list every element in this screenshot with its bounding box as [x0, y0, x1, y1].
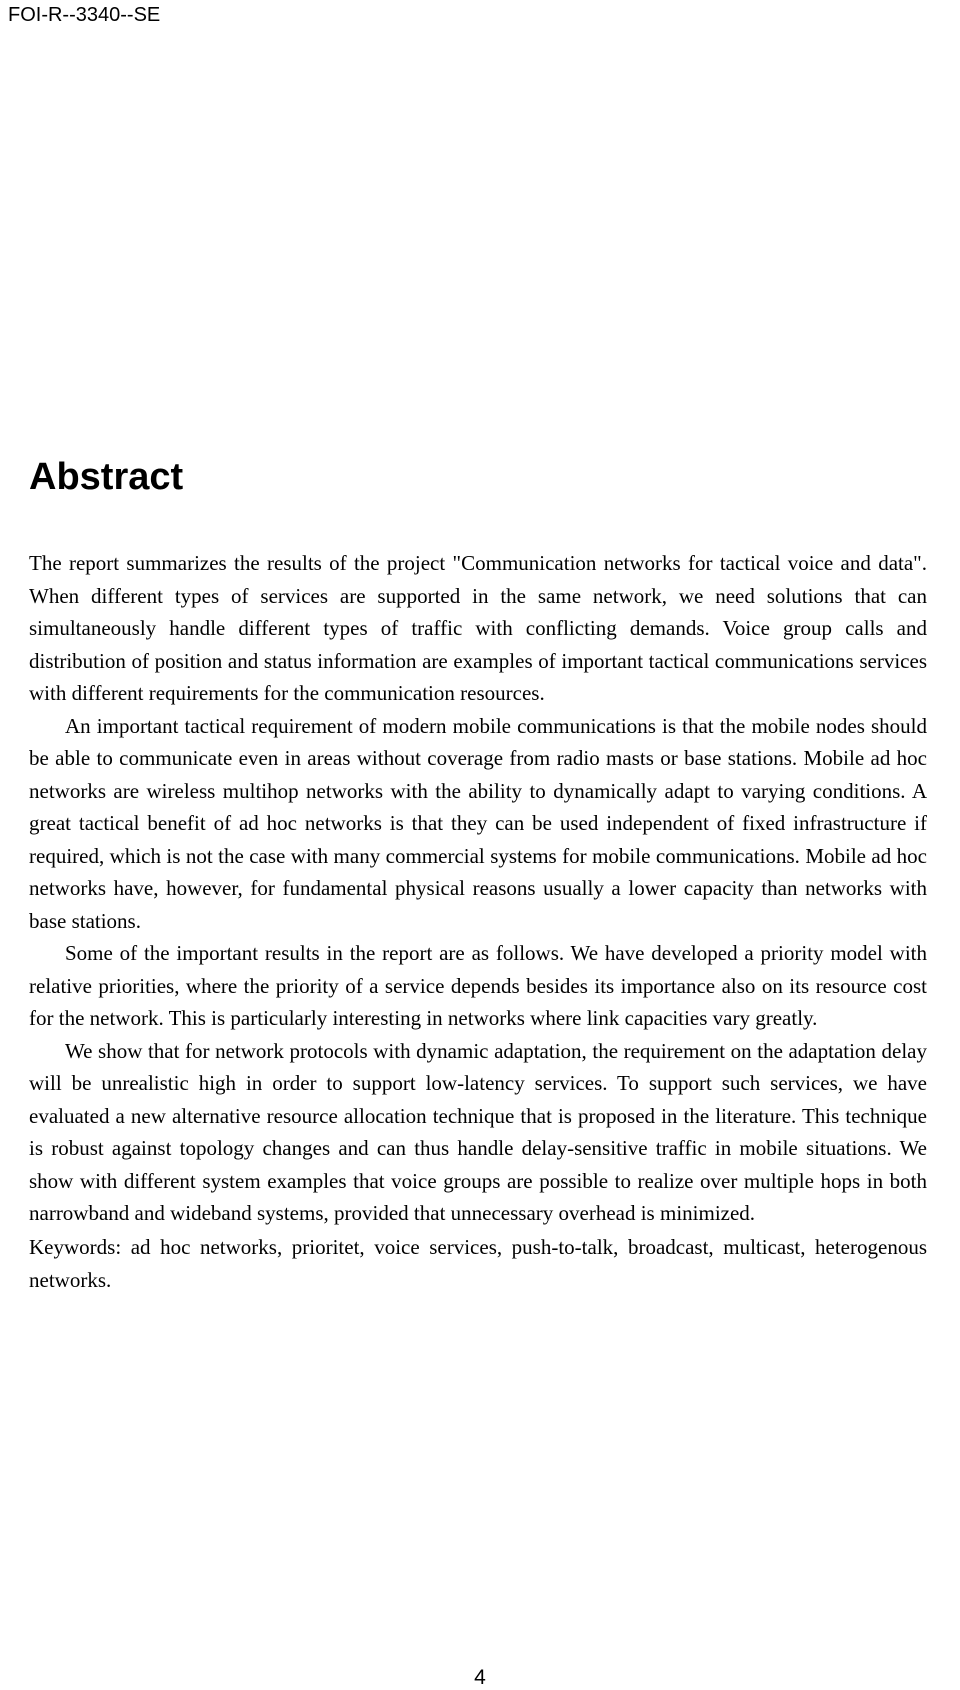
report-id: FOI-R--3340--SE [8, 4, 161, 26]
page-number: 4 [474, 1666, 486, 1689]
abstract-section [29, 455, 927, 1230]
abstract-paragraph-1: The report summarizes the results of the project "Communication networks for tactical voice and data". When different types of services are supported in the same network, we need solutions that can simultaneously handle different types of traffic with conflicting demands. Voice group calls and distribution of position and status information are examples of important tactical communications services with different requirements for the communication resources. [29, 551, 927, 705]
keywords-paragraph: Keywords: ad hoc networks, prioritet, voice services, push-to-talk, broadcast, multicast, heterogenous networks. [29, 1235, 927, 1292]
abstract-paragraph-4: We show that for network protocols with dynamic adaptation, the requirement on the adaptation delay will be unrealistic high in order to support low-latency services. To support such services, we have evaluated a new alternative resource allocation technique that is proposed in the literature. This technique is robust against topology changes and can thus handle delay-sensitive traffic in mobile situations. We show with different system examples that voice groups are possible to realize over multiple hops in both narrowband and wideband systems, provided that unnecessary overhead is minimized. [29, 1038, 927, 1225]
abstract-heading: Abstract [29, 456, 184, 498]
abstract-paragraph-2: An important tactical requirement of modern mobile communications is that the mobile nodes should be able to communicate even in areas without coverage from radio masts or base stations. Mobile ad hoc networks are wireless multihop networks with the ability to dynamically adapt to varying conditions. A great tactical benefit of ad hoc networks is that they can be used independent of fixed infrastructure if required, which is not the case with many commercial systems for mobile communications. Mobile ad hoc networks have, however, for fundamental physical reasons usually a lower capacity than networks with base stations. [29, 713, 927, 933]
abstract-paragraph-3: Some of the important results in the report are as follows. We have developed a priority model with relative priorities, where the priority of a service depends besides its importance also on its resource cost for the network. This is particularly interesting in networks where link capacities vary greatly. [29, 941, 927, 1030]
